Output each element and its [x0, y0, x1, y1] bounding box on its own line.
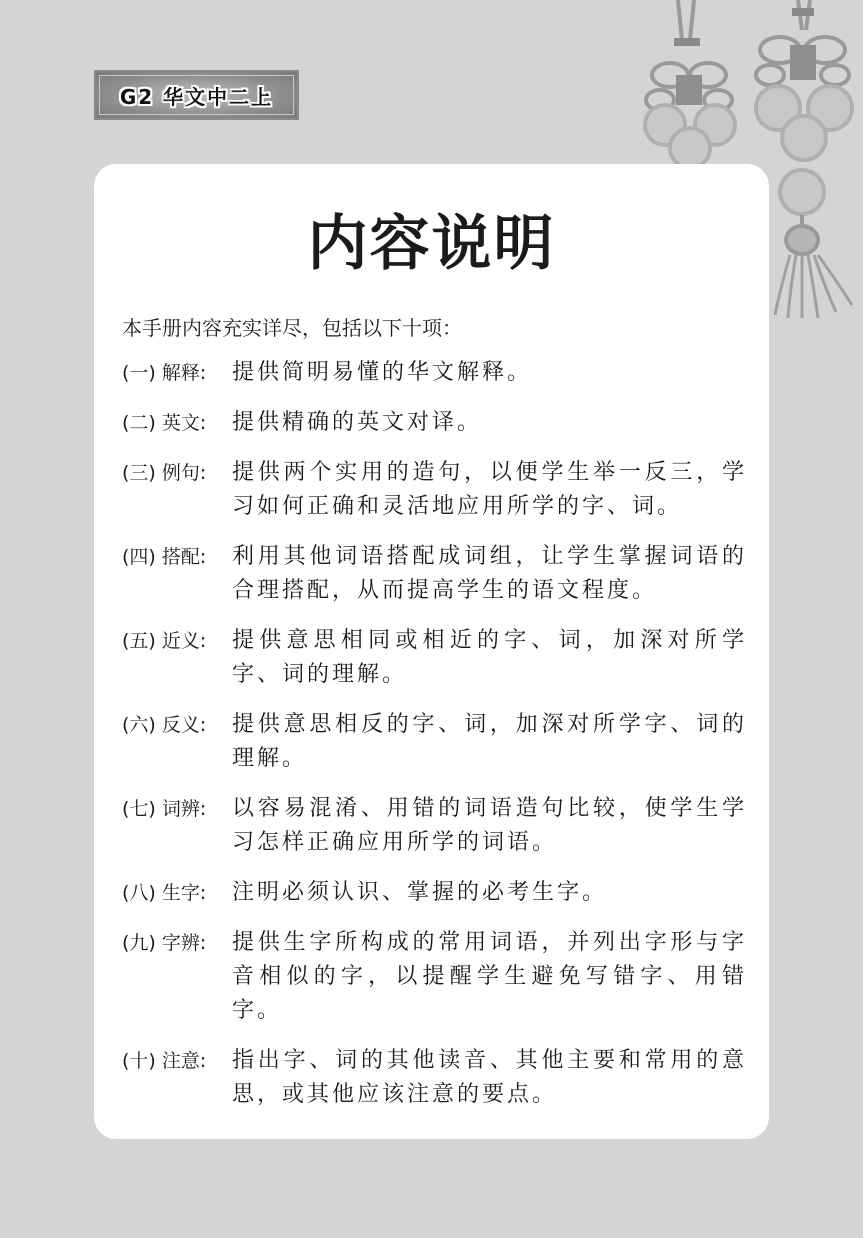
- item-label: (七) 词辨:: [122, 798, 207, 820]
- item-text: 提供两个实用的造句，以便学生举一反三，学习如何正确和灵活地应用所学的字、词。: [232, 460, 747, 519]
- item-text: 提供意思相反的字、词，加深对所学字、词的理解。: [232, 712, 747, 771]
- list-item: [122, 792, 747, 860]
- item-label: (一) 解释:: [122, 362, 207, 384]
- list-item: [122, 540, 747, 608]
- book-badge: [94, 70, 299, 120]
- content-card: [94, 164, 769, 1139]
- intro-text: 本手册内容充实详尽，包括以下十项：: [122, 316, 462, 340]
- list-item: [122, 356, 747, 390]
- item-text: 提供意思相同或相近的字、词，加深对所学字、词的理解。: [232, 628, 747, 687]
- item-label: (二) 英文:: [122, 412, 207, 434]
- list-item: [122, 406, 747, 440]
- item-text: 注明必须认识、掌握的必考生字。: [232, 880, 608, 905]
- badge-label: G2 华文中二上: [119, 84, 274, 109]
- list-item: [122, 708, 747, 776]
- item-text: 提供精确的英文对译。: [232, 410, 483, 435]
- list-item: [122, 926, 747, 1028]
- list-item: [122, 876, 747, 910]
- item-label: (八) 生字:: [122, 882, 207, 904]
- list-item: [122, 1044, 747, 1112]
- item-label: (五) 近义:: [122, 630, 207, 652]
- item-label: (九) 字辨:: [122, 932, 207, 954]
- page-title: 内容说明: [307, 209, 556, 279]
- item-label: (四) 搭配:: [122, 546, 207, 568]
- item-label: (十) 注意:: [122, 1050, 207, 1072]
- list-item: [122, 456, 747, 524]
- item-label: (三) 例句:: [122, 462, 207, 484]
- item-text: 以容易混淆、用错的词语造句比较，使学生学习怎样正确应用所学的词语。: [232, 796, 747, 855]
- item-text: 提供生字所构成的常用词语，并列出字形与字音相似的字，以提醒学生避免写错字、用错字。: [232, 930, 747, 1023]
- item-text: 提供简明易懂的华文解释。: [232, 360, 533, 385]
- item-text: 指出字、词的其他读音、其他主要和常用的意思，或其他应该注意的要点。: [232, 1048, 747, 1107]
- item-label: (六) 反义:: [122, 714, 207, 736]
- item-list: [122, 356, 747, 1128]
- item-text: 利用其他词语搭配成词组，让学生掌握词语的合理搭配，从而提高学生的语文程度。: [232, 544, 747, 603]
- list-item: [122, 624, 747, 692]
